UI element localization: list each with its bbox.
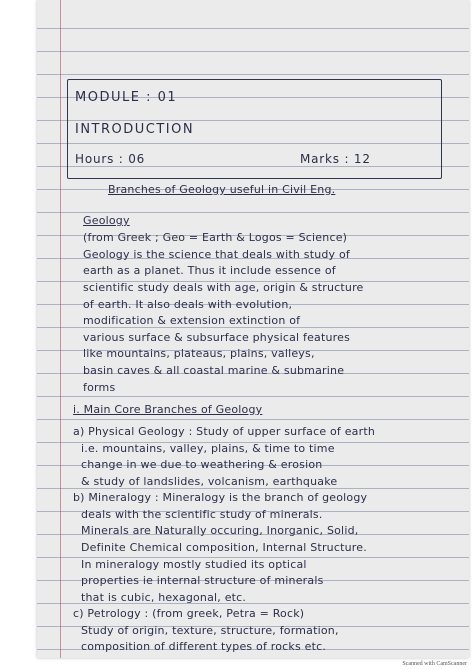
- geology-title: Geology: [83, 214, 130, 227]
- mineralogy-line-3: Minerals are Naturally occuring, Inorganic, Solid,: [81, 524, 359, 537]
- geology-line-8: like mountains, plateaus, plains, valleys,: [83, 347, 315, 360]
- physical-geology-line-2: i.e. mountains, valley, plains, & time to time: [81, 442, 335, 455]
- hours-label: Hours : 06: [75, 152, 146, 166]
- main-branches-heading: i. Main Core Branches of Geology: [73, 403, 263, 416]
- mineralogy-line-6: properties ie internal structure of minerals: [81, 574, 324, 587]
- mineralogy-line-7: that is cubic, hexagonal, etc.: [81, 591, 247, 604]
- physical-geology-line-4: & study of landslides, volcanism, earthquake: [81, 475, 338, 488]
- geology-line-5: of earth. It also deals with evolution,: [83, 298, 293, 311]
- geology-line-7: various surface & subsurface physical features: [83, 331, 351, 344]
- petrology-line-1: c) Petrology : (from greek, Petra = Rock): [73, 607, 305, 620]
- section-heading: Branches of Geology useful in Civil Eng.: [108, 183, 336, 196]
- petrology-line-2: Study of origin, texture, structure, formation,: [81, 624, 339, 637]
- mineralogy-line-1: b) Mineralogy : Mineralogy is the branch of geology: [73, 491, 368, 504]
- mineralogy-line-2: deals with the scientific study of minerals.: [81, 508, 323, 521]
- petrology-line-3: composition of different types of rocks etc.: [81, 640, 327, 653]
- geology-line-9: basin caves & all coastal marine & submarine: [83, 364, 345, 377]
- mineralogy-line-5: In mineralogy mostly studied its optical: [81, 558, 307, 571]
- geology-line-10: forms: [83, 381, 116, 394]
- geology-line-3: earth as a planet. Thus it include essence of: [83, 264, 336, 277]
- margin-line: [60, 0, 61, 658]
- marks-label: Marks : 12: [300, 152, 371, 166]
- notebook-paper: [37, 0, 469, 658]
- introduction-heading: INTRODUCTION: [75, 122, 195, 137]
- physical-geology-line-3: change in we due to weathering & erosion: [81, 458, 323, 471]
- mineralogy-line-4: Definite Chemical composition, Internal Structure.: [81, 541, 367, 554]
- geology-line-6: modification & extension extinction of: [83, 314, 301, 327]
- physical-geology-line-1: a) Physical Geology : Study of upper surface of earth: [73, 425, 376, 438]
- geology-line-4: scientific study deals with age, origin & structure: [83, 281, 364, 294]
- scanner-watermark: Scanned with CamScanner: [402, 661, 467, 667]
- geology-line-2: Geology is the science that deals with study of: [83, 248, 350, 261]
- module-heading: MODULE : 01: [75, 90, 178, 105]
- geology-line-1: (from Greek ; Geo = Earth & Logos = Science): [83, 231, 348, 244]
